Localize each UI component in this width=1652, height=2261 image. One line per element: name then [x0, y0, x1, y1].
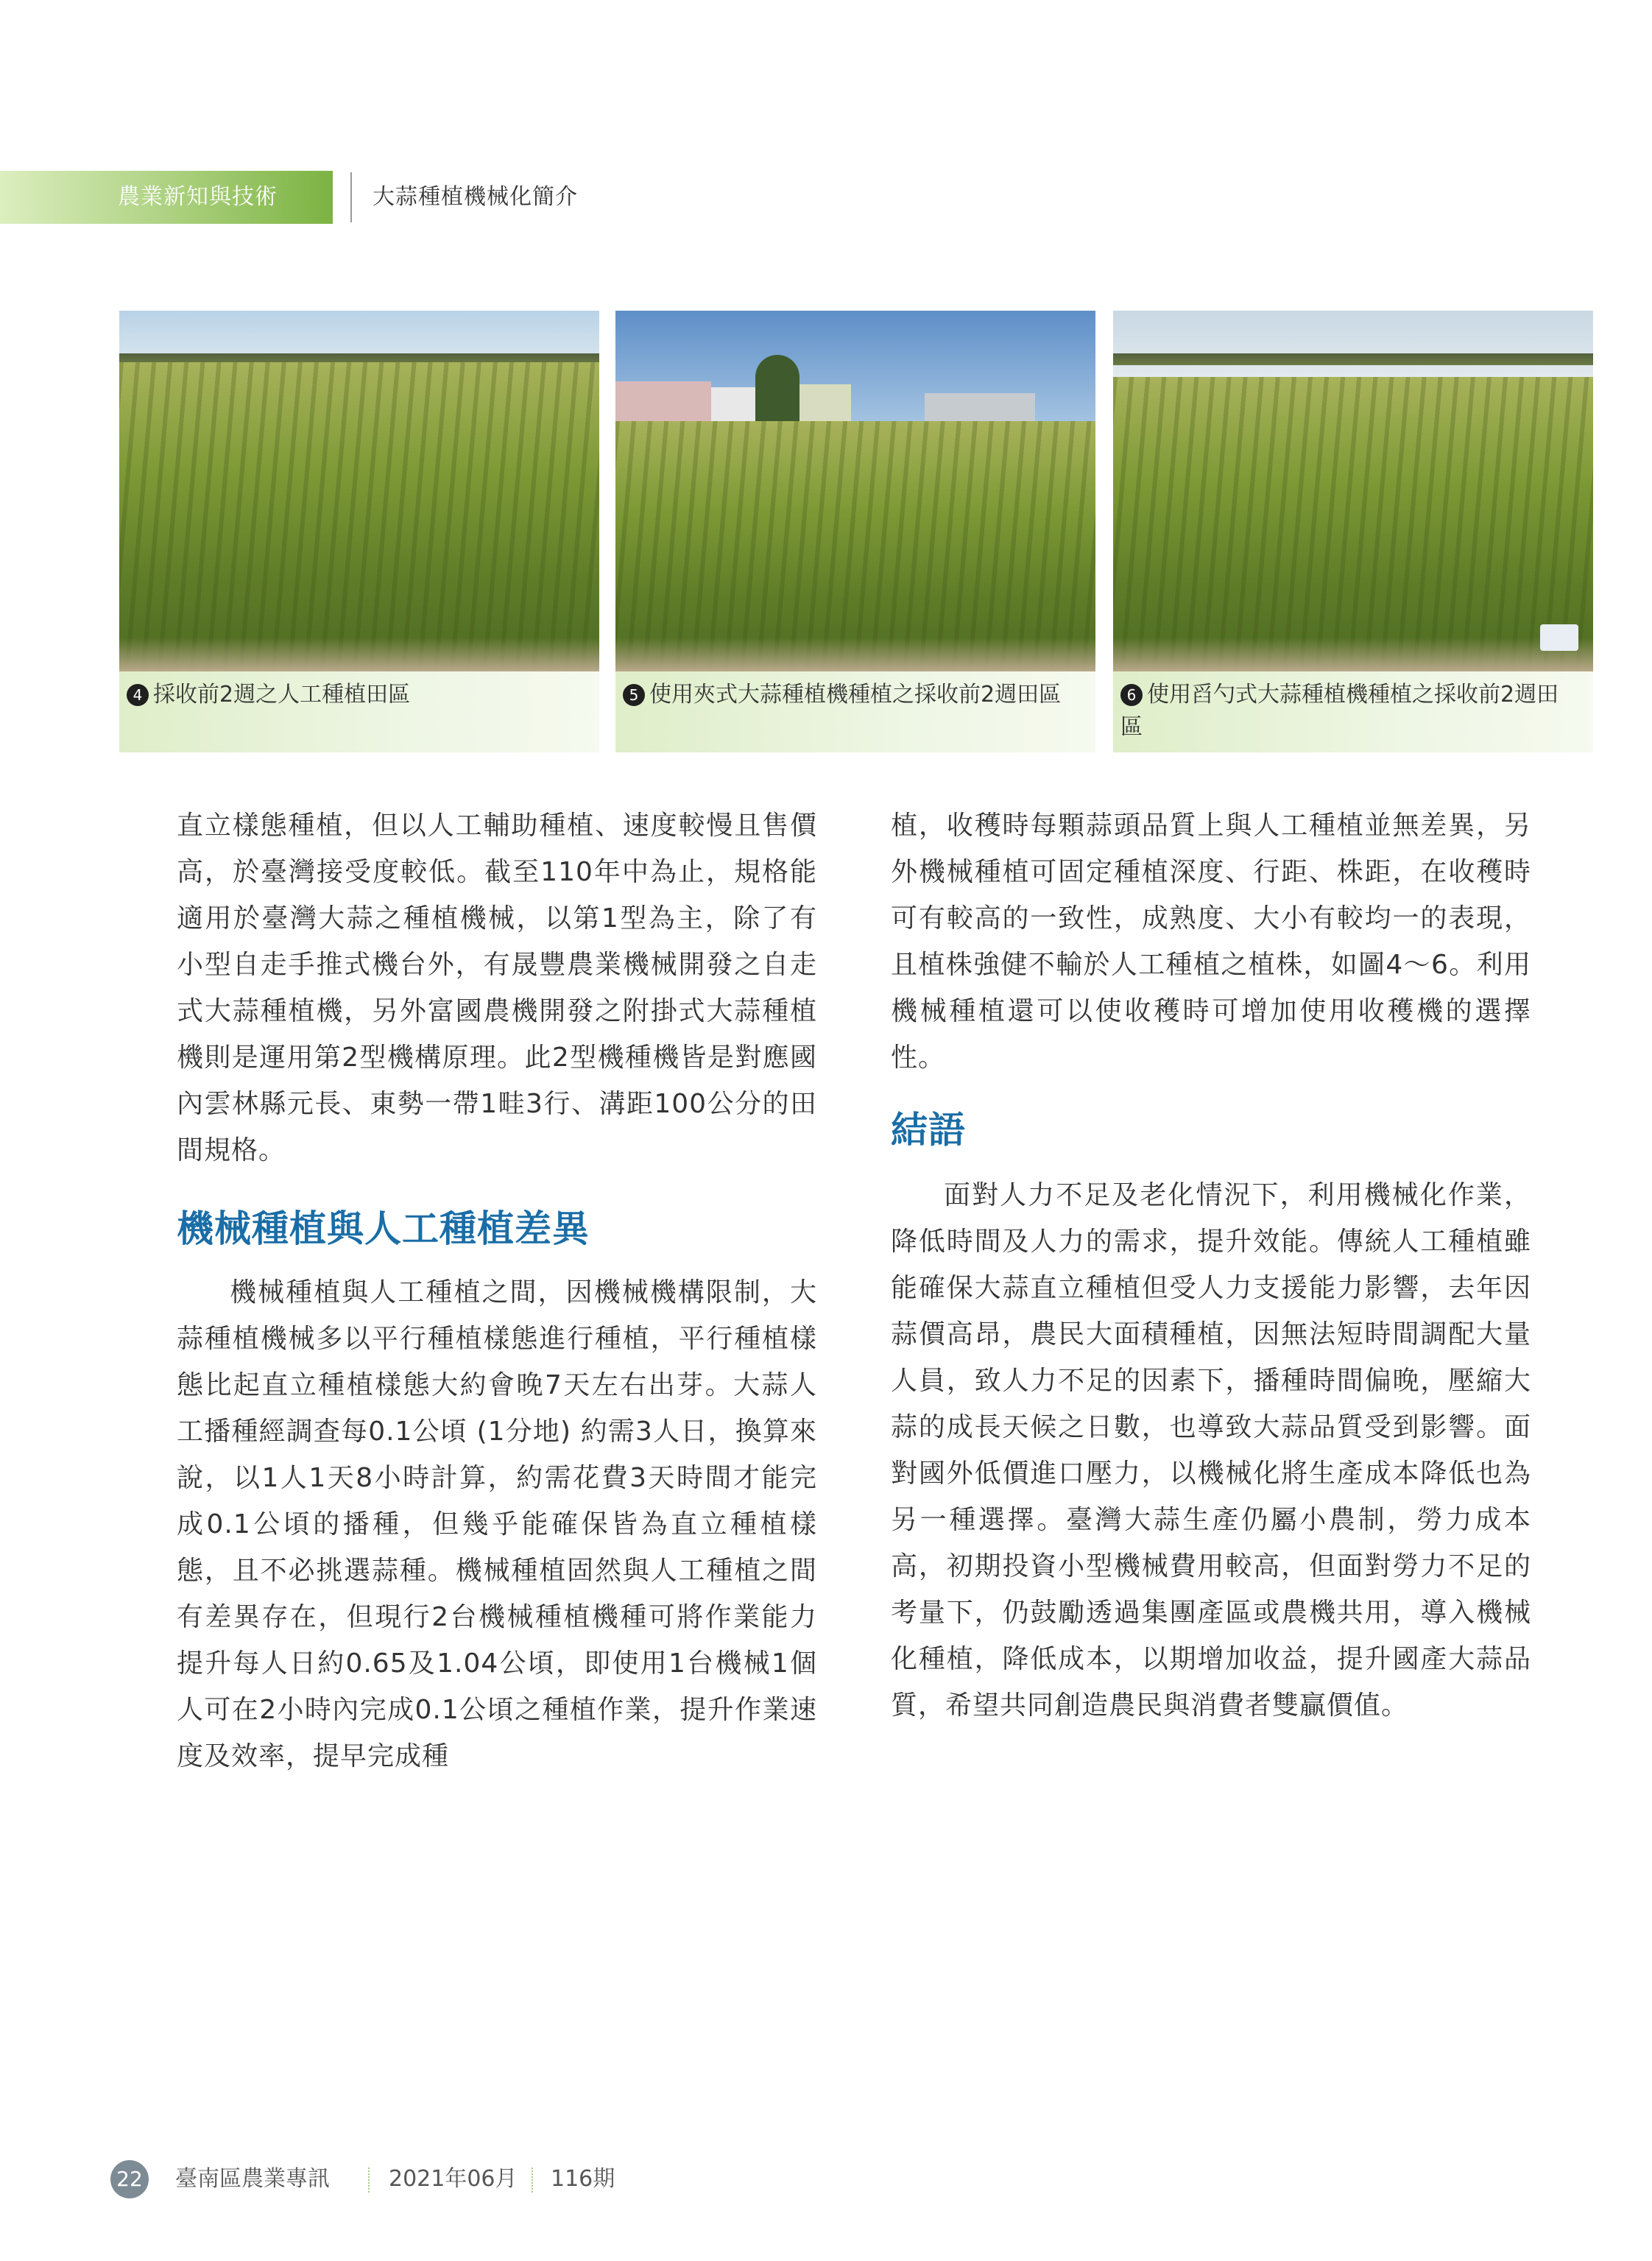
body-paragraph: 機械種植與人工種植之間，因機械機構限制，大蒜種植機械多以平行種植樣態進行種植，平行種植樣態比起直立種植樣態大約會晚7天左右出芽。大蒜人工播種經調查每0.1公頃 (1分地) 約需3人日，換算來說，以1人1天8小時計算，約需花費3天時間才能完成0.1公頃的播種，但幾乎能確保皆為直立種植樣態，且不必挑選蒜種。機械種植固然與人工種植之間有差異存在，但現行2台機械種植機種可將作業能力提升每人日約0.65及1.04公頃，即使用1台機械1個人可在2小時內完成0.1公頃之種植作業，提升作業速度及效率，提早完成種: [177, 1277, 817, 1771]
publication-name: 臺南區農業專訊: [175, 2166, 330, 2192]
figure-number-badge: 4: [127, 684, 149, 706]
body-paragraph: 直立樣態種植，但以人工輔助種植、速度較慢且售價高，於臺灣接受度較低。截至110年中為止，規格能適用於臺灣大蒜之種植機械，以第1型為主，除了有小型自走手推式機台外，有晟豐農業機械開發之自走式大蒜種植機，另外富國農機開發之附掛式大蒜種植機則是運用第2型機構原理。此2型機種機皆是對應國內雲林縣元長、東勢一帶1畦3行、溝距100公分的田間規格。: [177, 811, 817, 1165]
figure-5: [615, 311, 1095, 752]
photo-clip-planter-field: [615, 311, 1095, 671]
figure-number-badge: 5: [623, 684, 645, 706]
photo-scoop-planter-field: [1113, 311, 1593, 671]
issue-number: 116期: [551, 2166, 615, 2192]
header-divider: [350, 172, 352, 222]
caption-text: 採收前2週之人工種植田區: [153, 682, 411, 708]
figure-4: [119, 311, 599, 752]
body-paragraph: 植，收穫時每顆蒜頭品質上與人工種植並無差異，另外機械種植可固定種植深度、行距、株距，在收穫時可有較高的一致性，成熟度、大小有較均一的表現，且植株強健不輸於人工種植之植株，如圖4～6。利用機械種植還可以使收穫時可增加使用收穫機的選擇性。: [891, 811, 1531, 1073]
figure-caption: [119, 671, 599, 752]
figure-number-badge: 6: [1120, 684, 1143, 706]
caption-text: 使用舀勺式大蒜種植機種植之採收前2週田區: [1120, 682, 1559, 740]
left-column: [177, 803, 817, 1779]
figure-caption: [615, 671, 1095, 752]
footer-separator: [532, 2167, 533, 2193]
body-paragraph: 面對人力不足及老化情況下，利用機械化作業，降低時間及人力的需求，提升效能。傳統人工種植雖能確保大蒜直立種植但受人力支援能力影響，去年因蒜價高昂，農民大面積種植，因無法短時間調配大量人員，致人力不足的因素下，播種時間偏晚，壓縮大蒜的成長天候之日數，也導致大蒜品質受到影響。面對國外低價進口壓力，以機械化將生產成本降低也為另一種選擇。臺灣大蒜生產仍屬小農制，勞力成本高，初期投資小型機械費用較高，但面對勞力不足的考量下，仍鼓勵透過集團產區或農機共用，導入機械化種植，降低成本，以期增加收益，提升國產大蒜品質，希望共同創造農民與消費者雙贏價值。: [891, 1180, 1531, 1721]
photo-manual-planting-field: [119, 311, 599, 671]
page-number-badge: 22: [110, 2160, 149, 2198]
figure-caption: [1113, 671, 1593, 752]
figure-6: [1113, 311, 1593, 752]
article-title: 大蒜種植機械化簡介: [373, 184, 578, 210]
section-name: 農業新知與技術: [118, 184, 278, 210]
section-heading: 結語: [891, 1109, 966, 1151]
footer-separator: [368, 2167, 370, 2193]
section-heading: 機械種植與人工種植差異: [177, 1207, 590, 1250]
caption-text: 使用夾式大蒜種植機種植之採收前2週田區: [649, 682, 1062, 708]
right-column: [891, 803, 1531, 1729]
issue-date: 2021年06月: [389, 2166, 518, 2192]
